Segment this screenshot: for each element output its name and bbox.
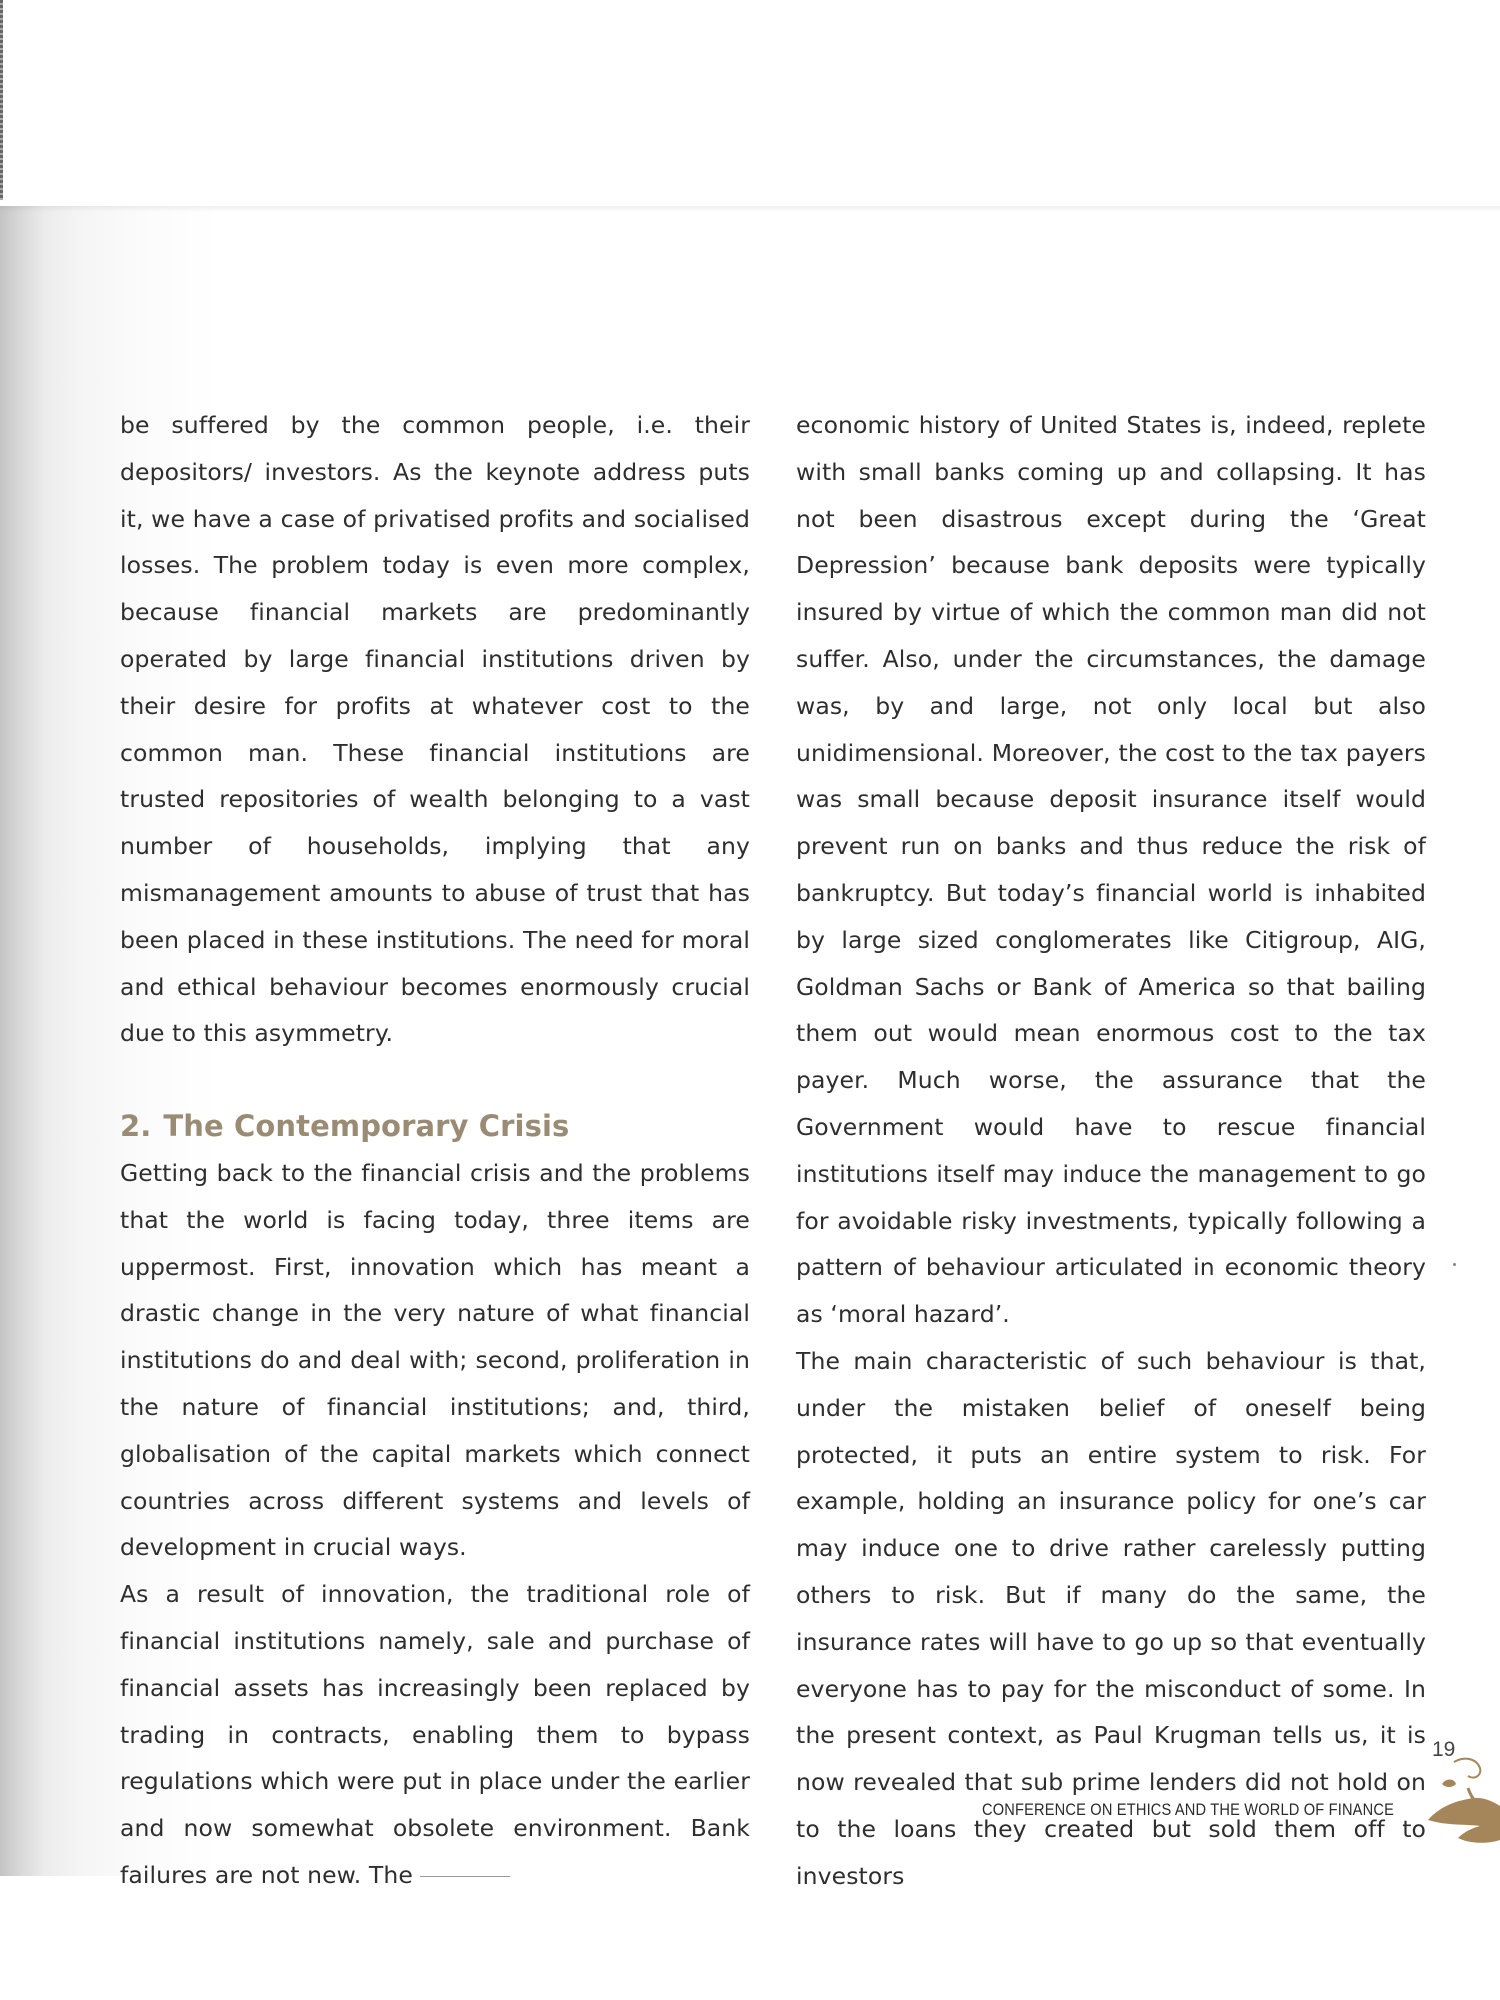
leaf-ornament-icon (1424, 1748, 1500, 1848)
page-number: 19 (1432, 1738, 1456, 1761)
scan-speck (1453, 1263, 1456, 1266)
section-title: The Contemporary Crisis (163, 1109, 570, 1144)
right-paragraph-1: economic history of United States is, indeed, replete with small banks coming up and collapsing. It has not been disastrous except during the ‘Great Depression’ because bank deposits were typically insured by virtue of which the common man did not suffer. Also, under the circumstances, the damage was, by and large, not only local but also unidimensional. Moreover, the cost to the tax payers was small because deposit insurance itself would prevent run on banks and thus reduce the risk of bankruptcy. But today’s financial world is inhabited by large sized conglomerates like Citigroup, AIG, Goldman Sachs or Bank of America so that bailing them out would mean enormous cost to the tax payer. Much worse, the assurance that the Government would have to rescue financial institutions itself may induce the management to go for avoidable risky investments, typically following a pattern of behaviour articulated in economic theory as ‘moral hazard’. (796, 411, 1426, 1329)
left-paragraph-2: Getting back to the financial crisis and the problems that the world is facing today, three items are uppermost. First, innovation which has meant a drastic change in the very nature of what financial institutions do and deal with; second, proliferation in the nature of financial institutions; and, third, globalisation of the capital markets which connect countries across different systems and levels of development in crucial ways. (120, 1158, 750, 1562)
footer-title: CONFERENCE ON ETHICS AND THE WORLD OF FINANCE (982, 1800, 1394, 1819)
left-text-column (120, 402, 750, 1899)
ornament-leaf-small (1442, 1780, 1456, 1788)
page-top-shadow (0, 206, 1500, 212)
ornament-swirl (1454, 1759, 1480, 1778)
right-text-column (796, 402, 1426, 1900)
left-paragraph-3: As a result of innovation, the traditional role of financial institutions namely, sale and purchase of financial assets has increasingly been replaced by trading in contracts, enabling them to bypass regulations which were put in place under the earlier and now somewhat obsolete environment. Bank failures are not new. The (120, 1580, 750, 1889)
binding-edge-mark (0, 0, 3, 200)
left-paragraph-1: be suffered by the common people, i.e. their depositors/ investors. As the keynote address puts it, we have a case of privatised profits and socialised losses. The problem today is even more complex, because financial markets are predominantly operated by large financial institutions driven by their desire for profits at whatever cost to the common man. These financial institutions are trusted repositories of wealth belonging to a vast number of households, implying that any mismanagement amounts to abuse of trust that has been placed in these institutions. The need for moral and ethical behaviour becomes enormously crucial due to this asymmetry. (120, 411, 750, 1048)
ornament-leaf-large (1428, 1798, 1500, 1843)
scan-artifact-line (420, 1876, 510, 1877)
right-paragraph-2: The main characteristic of such behaviour is that, under the mistaken belief of oneself being protected, it puts an entire system to risk. For example, holding an insurance policy for one’s car may induce one to drive rather carelessly putting others to risk. But if many do the same, the insurance rates will have to go up so that eventually everyone has to pay for the misconduct of some. In the present context, as Paul Krugman tells us, it is now revealed that sub prime lenders did not hold on to the loans they created but sold them off to investors (796, 1346, 1426, 1890)
section-heading (120, 1103, 750, 1150)
section-number: 2. (120, 1109, 152, 1144)
